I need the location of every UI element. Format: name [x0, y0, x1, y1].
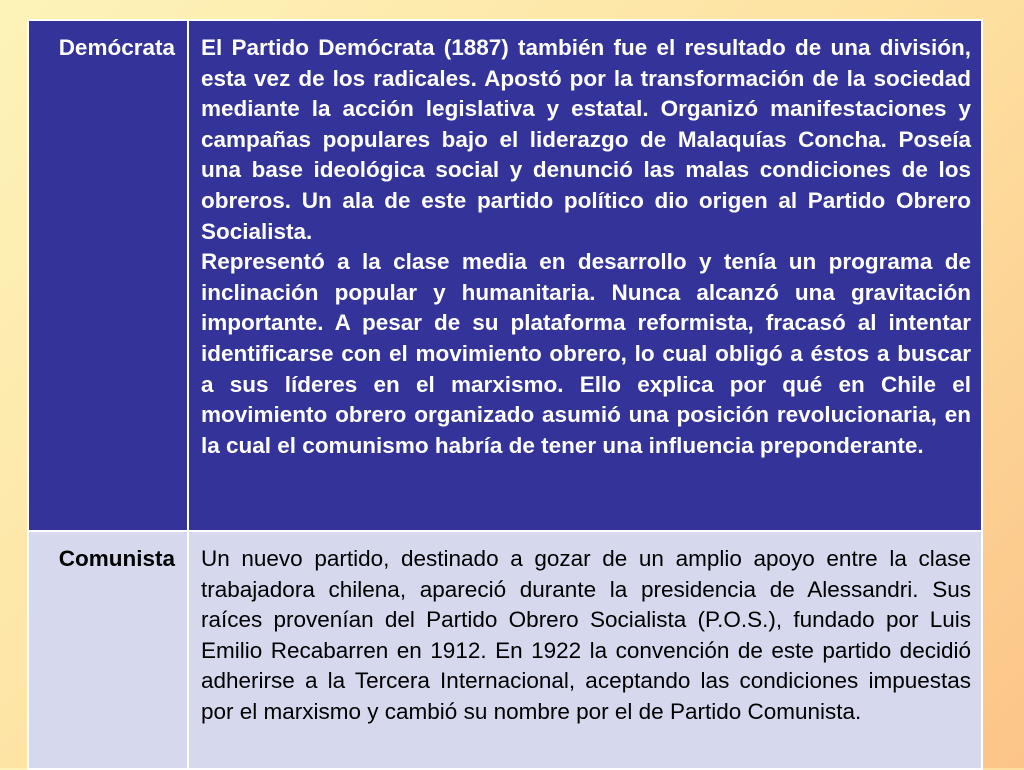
party-description-cell [188, 531, 982, 769]
description-paragraph: El Partido Demócrata (1887) también fue el resultado de una división, esta vez de los radicales. Apostó por la transformación de la sociedad mediante la acción legislativa y estatal. Organizó manifestaciones y campañas populares bajo el liderazgo de Malaquías Concha. Poseía una base ideológica social y denunció las malas condiciones de los obreros. Un ala de este partido político dio origen al Partido Obrero Socialista. [201, 35, 971, 244]
description-paragraph: Un nuevo partido, destinado a gozar de un amplio apoyo entre la clase trabajadora chilena, apareció durante la presidencia de Alessandri. Sus raíces provenían del Partido Obrero Socialista (P.O.S.), fundado por Luis Emilio Recabarren en 1912. En 1922 la convención de este partido decidió adherirse a la Tercera Internacional, aceptando las condiciones impuestas por el marxismo y cambió su nombre por el de Partido Comunista. [201, 546, 971, 724]
table-row-democrata [28, 20, 982, 531]
party-name-cell: Comunista [28, 531, 188, 769]
description-paragraph: Representó a la clase media en desarrollo y tenía un programa de inclinación popular y humanitaria. Nunca alcanzó una gravitación importante. A pesar de su plataforma reformista, fracasó al intentar identificarse con el movimiento obrero, lo cual obligó a éstos a buscar a sus líderes en el marxismo. Ello explica por qué en Chile el movimiento obrero organizado asumió una posición revolucionaria, en la cual el comunismo habría de tener una influencia preponderante. [201, 249, 971, 458]
party-description-cell [188, 20, 982, 531]
parties-table [27, 19, 983, 770]
party-name-cell: Demócrata [28, 20, 188, 531]
table-row-comunista [28, 531, 982, 769]
